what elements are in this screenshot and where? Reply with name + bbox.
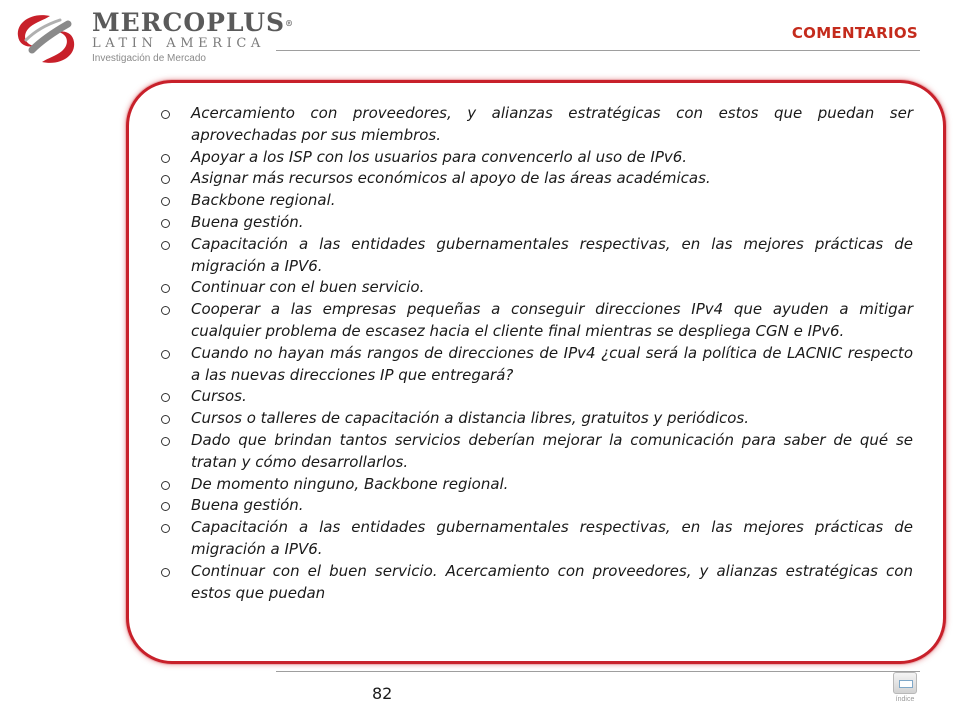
page-number: 82: [372, 684, 393, 703]
comment-item: Cursos o talleres de capacitación a distancia libres, gratuitos y periódicos.: [159, 408, 913, 430]
comment-item: Cursos.: [159, 386, 913, 408]
comments-list: [159, 103, 913, 604]
bullet-circle-icon: [161, 110, 170, 119]
index-button[interactable]: [890, 672, 920, 712]
comment-item: Capacitación a las entidades gubernamentales respectivas, en las mejores prácticas de migración a IPV6.: [159, 517, 913, 561]
bullet-circle-icon: [161, 306, 170, 315]
bullet-circle-icon: [161, 197, 170, 206]
index-label[interactable]: índice: [895, 696, 915, 703]
comments-panel: [126, 80, 946, 664]
brand-tagline: Investigación de Mercado: [92, 53, 206, 64]
brand-subtitle: LATIN AMERICA: [92, 36, 265, 51]
bullet-circle-icon: [161, 568, 170, 577]
bullet-circle-icon: [161, 415, 170, 424]
logo-text: [92, 8, 294, 65]
comment-item: Continuar con el buen servicio.: [159, 277, 913, 299]
section-title: COMENTARIOS: [791, 24, 918, 42]
bullet-circle-icon: [161, 219, 170, 228]
bullet-circle-icon: [161, 393, 170, 402]
bullet-circle-icon: [161, 284, 170, 293]
brand-name: MERCOPLUS®: [92, 8, 295, 37]
comment-item: Buena gestión.: [159, 495, 913, 517]
comment-item: Buena gestión.: [159, 212, 913, 234]
comment-item: Capacitación a las entidades gubernamentales respectivas, en las mejores prácticas de migración a IPV6.: [159, 234, 913, 278]
bullet-circle-icon: [161, 154, 170, 163]
comment-item: Apoyar a los ISP con los usuarios para convencerlo al uso de IPv6.: [159, 147, 913, 169]
bullet-circle-icon: [161, 175, 170, 184]
bullet-circle-icon: [161, 524, 170, 533]
bullet-circle-icon: [161, 241, 170, 250]
comment-item: Continuar con el buen servicio. Acercamiento con proveedores, y alianzas estratégicas con estos que puedan: [159, 561, 913, 605]
comment-item: Backbone regional.: [159, 190, 913, 212]
comment-item: Asignar más recursos económicos al apoyo de las áreas académicas.: [159, 168, 913, 190]
bullet-circle-icon: [161, 350, 170, 359]
bullet-circle-icon: [161, 502, 170, 511]
mercoplus-logo-mark: [12, 10, 82, 68]
comment-item: Cuando no hayan más rangos de direcciones de IPv4 ¿cual será la política de LACNIC respecto a las nuevas direcciones IP que entregará?: [159, 343, 913, 387]
company-logo: [12, 8, 295, 70]
index-icon[interactable]: [893, 672, 917, 694]
top-divider: [276, 50, 920, 51]
comment-item: Dado que brindan tantos servicios deberían mejorar la comunicación para saber de qué se tratan y cómo desarrollarlos.: [159, 430, 913, 474]
comment-item: Cooperar a las empresas pequeñas a conseguir direcciones IPv4 que ayuden a mitigar cualquier problema de escasez hacia el cliente final mientras se despliega CGN e IPv6.: [159, 299, 913, 343]
comment-item: De momento ninguno, Backbone regional.: [159, 474, 913, 496]
comment-item: Acercamiento con proveedores, y alianzas estratégicas con estos que puedan ser aprovechadas por sus miembros.: [159, 103, 913, 147]
bullet-circle-icon: [161, 481, 170, 490]
bottom-divider: [276, 671, 920, 672]
bullet-circle-icon: [161, 437, 170, 446]
